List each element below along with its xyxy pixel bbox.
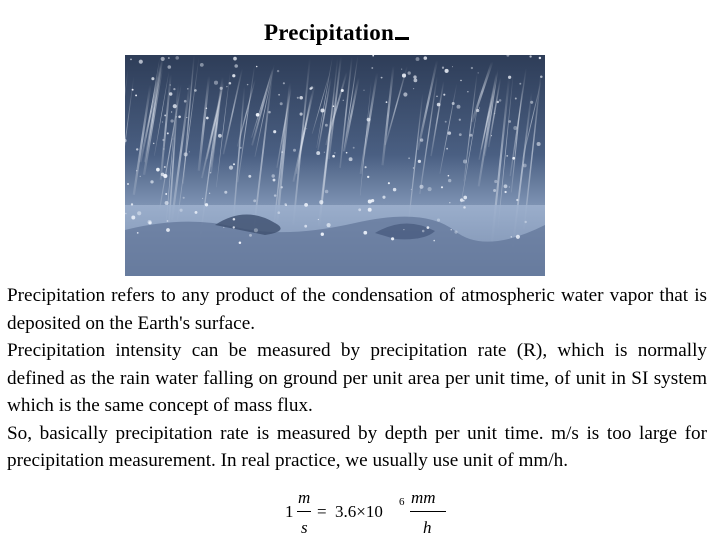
rain-drop [539, 57, 541, 59]
rain-drop [195, 211, 198, 214]
rain-drop [226, 86, 227, 87]
rain-drop [184, 152, 188, 156]
rain-drop [233, 226, 235, 228]
rain-drop [156, 168, 160, 172]
rain-drop [321, 233, 324, 236]
rain-drop [393, 188, 396, 191]
rain-drop [452, 66, 453, 67]
rain-drop [401, 69, 402, 70]
rain-drop [229, 166, 233, 170]
rain-drop [363, 231, 367, 235]
rain-drop [253, 199, 256, 202]
rain-drop [414, 79, 418, 83]
rain-drop [173, 104, 177, 108]
rain-drop [403, 92, 407, 96]
rain-drop [452, 102, 455, 105]
rain-drop [509, 186, 510, 187]
rain-drop [427, 226, 430, 229]
rain-drop [448, 131, 452, 135]
paragraph-definition: Precipitation refers to any product of the condensation of atmospheric water vapor that is deposited on the Earth's surface. [7, 285, 707, 334]
rain-drop [402, 74, 406, 78]
rain-drop [508, 120, 511, 123]
rain-drop [131, 203, 133, 205]
rain-photo [125, 55, 545, 276]
rain-drop [443, 94, 445, 96]
paragraph-units: So, basically precipitation rate is measured by depth per unit time. m/s is too large for precipitation measurement. In real practice, we usually use unit of mm/h. [7, 422, 707, 471]
rain-drop [256, 113, 260, 117]
rain-drop [463, 200, 465, 202]
rain-drop [137, 211, 141, 215]
rain-drop [161, 173, 165, 177]
rain-drop [325, 190, 329, 194]
rain-drop [413, 167, 414, 168]
rain-drop [249, 234, 252, 237]
rain-drop [467, 91, 468, 92]
rain-drop [441, 186, 443, 188]
rain-drop [448, 179, 451, 182]
rain-drop [420, 138, 423, 141]
rain-drop [519, 83, 521, 85]
rain-drop [299, 96, 303, 100]
rain-drop [388, 182, 390, 184]
rain-drop [220, 87, 223, 90]
rain-drop [178, 115, 181, 118]
rain-drop [277, 70, 279, 72]
rain-drop [413, 75, 416, 78]
rain-drop [170, 84, 171, 85]
rain-drop [168, 57, 170, 59]
rain-drop [381, 77, 383, 79]
rain-drop [162, 121, 163, 122]
rain-drop [445, 121, 447, 123]
rain-drop [210, 172, 211, 173]
rain-drop [463, 159, 467, 163]
rain-drop [165, 201, 169, 205]
rain-drop [499, 99, 502, 102]
rain-drop [325, 124, 328, 127]
rain-drop [512, 157, 515, 160]
rain-drop [139, 60, 143, 64]
rain-drop [368, 208, 372, 212]
rain-photo-image [125, 55, 545, 276]
rain-drop [460, 80, 461, 81]
rain-drop [274, 194, 276, 196]
rain-drop [283, 82, 285, 84]
rain-drop [214, 81, 218, 85]
rain-drop [506, 155, 508, 157]
rain-drop [209, 193, 210, 194]
rain-drop [164, 114, 166, 116]
rain-drop [353, 147, 355, 149]
formula-equals: = [317, 502, 327, 521]
rain-drop [358, 208, 361, 211]
rain-drop [418, 160, 421, 163]
rain-drop [254, 228, 258, 232]
rain-drop [371, 199, 374, 202]
rain-drop [304, 225, 307, 228]
rain-drop [278, 211, 281, 214]
rain-drop [367, 176, 369, 178]
rain-drop [169, 92, 172, 95]
rain-drop [327, 223, 331, 227]
rain-drop [248, 175, 251, 178]
rain-drop [239, 242, 242, 245]
rain-drop [448, 175, 450, 177]
slide-title [264, 20, 409, 46]
rain-drop [278, 94, 280, 96]
rain-drop [343, 100, 344, 101]
rain-drop [232, 74, 235, 77]
rain-drop [137, 232, 139, 234]
rain-drop [449, 202, 450, 203]
rain-drop [281, 151, 283, 153]
rain-drop [382, 196, 385, 199]
rain-drop [161, 57, 165, 61]
rain-drop [349, 157, 353, 161]
rain-drop [180, 209, 183, 212]
rain-drop [300, 113, 303, 116]
rain-drop [140, 176, 141, 177]
rain-drop [163, 148, 164, 149]
formula-denominator-h: h [423, 518, 432, 537]
rain-drop [284, 203, 286, 205]
rain-drop [170, 119, 173, 122]
rain-drop [233, 163, 235, 165]
rain-drop [513, 126, 517, 130]
body-text [7, 282, 707, 475]
rain-drop [515, 98, 517, 100]
rain-drop [304, 203, 308, 207]
rain-drop [153, 143, 155, 145]
rain-drop [463, 206, 466, 209]
rain-drop [419, 185, 423, 189]
rain-drop [293, 149, 296, 152]
rain-drop [273, 179, 276, 182]
rain-drop [504, 184, 508, 188]
rain-drop [130, 59, 132, 61]
rain-drop [316, 151, 320, 155]
rain-drop [306, 128, 307, 129]
rain-drop [497, 101, 499, 103]
rain-drop [165, 193, 167, 195]
rain-drop [469, 134, 472, 137]
rain-drop [135, 94, 137, 96]
rain-drop [131, 216, 135, 220]
rain-drop [164, 166, 166, 168]
rain-drop [173, 88, 175, 90]
rain-drop [428, 187, 432, 191]
rain-drop [166, 228, 170, 232]
rain-drop [187, 88, 189, 90]
rain-drop [334, 152, 335, 153]
rain-drop [224, 191, 227, 194]
rain-drop [537, 142, 541, 146]
formula-coefficient: 3.6×10 [335, 502, 383, 521]
rain-drop [200, 63, 204, 67]
rain-drop [202, 198, 203, 199]
rain-drop [416, 57, 420, 61]
rain-drop [511, 236, 512, 237]
rain-drop [175, 56, 179, 60]
rain-drop [540, 76, 543, 79]
rain-drop [171, 111, 172, 112]
rain-drop [341, 89, 344, 92]
rain-drop [132, 89, 134, 91]
rain-drop [281, 186, 283, 188]
rain-drop [403, 229, 404, 230]
rain-drop [318, 219, 319, 220]
rain-drop [125, 213, 127, 215]
rain-drop [445, 69, 449, 73]
rain-drop [459, 133, 462, 136]
rain-drop [206, 117, 209, 120]
rain-drop [346, 152, 348, 154]
formula-one: 1 [285, 502, 294, 521]
rain-drop [494, 180, 497, 183]
rain-drop [218, 134, 222, 138]
rain-drop [479, 107, 480, 108]
rain-drop [272, 174, 275, 177]
rain-drop [476, 109, 479, 112]
formula-denominator-s: s [301, 518, 308, 537]
rain-drop [437, 103, 441, 107]
rain-drop [386, 101, 388, 103]
rain-drop [411, 189, 412, 190]
rain-drop [309, 87, 312, 90]
rain-drop [516, 199, 518, 201]
rain-drop [320, 108, 324, 112]
rain-drop [273, 130, 276, 133]
rain-drop [363, 90, 364, 91]
rain-drop [319, 200, 323, 204]
rain-drop [424, 56, 428, 60]
rain-drop [477, 72, 478, 73]
rain-drop [194, 89, 197, 92]
rain-drop [324, 152, 325, 153]
rain-drop [525, 221, 527, 223]
formula-numerator-m: m [298, 488, 311, 507]
rain-drop [183, 197, 185, 199]
rain-drop [459, 119, 461, 121]
rain-drop [446, 148, 448, 150]
formula-numerator-mm: mm [411, 488, 436, 507]
rain-drop [184, 100, 187, 103]
rain-drop [530, 101, 533, 104]
slide-title-text: Precipitation [264, 20, 394, 45]
rain-drop [233, 57, 237, 61]
rain-drop [504, 191, 506, 193]
rain-drop [494, 113, 495, 114]
rain-drop [172, 138, 173, 139]
rain-drop [471, 67, 473, 69]
rain-drop [223, 227, 224, 228]
rain-drop [205, 203, 208, 206]
rain-drop [234, 64, 238, 68]
rain-drop [413, 88, 414, 89]
rain-drop [371, 67, 373, 69]
formula-exponent: 6 [399, 496, 405, 508]
rain-drop [523, 164, 527, 168]
rain-drop [229, 82, 232, 85]
rain-drop [268, 111, 271, 114]
rain-drop [491, 135, 492, 136]
rain-drop [148, 220, 152, 224]
rain-drop [256, 66, 258, 68]
rain-drop [176, 116, 177, 117]
rain-drop [408, 71, 411, 74]
rain-drop [162, 139, 164, 141]
rain-drop [408, 157, 410, 159]
formula-fraction-bar-2 [410, 511, 446, 512]
rain-drop [167, 132, 169, 134]
rain-drop [247, 84, 248, 85]
rain-drop [508, 76, 511, 79]
rain-drop [365, 166, 367, 168]
rain-drop [240, 147, 242, 149]
rain-drop [442, 67, 444, 69]
rain-drop [422, 230, 425, 233]
rain-drop [529, 55, 531, 57]
rain-drop [433, 240, 435, 242]
rain-drop [136, 170, 137, 171]
rain-drop [127, 183, 129, 185]
rain-drop [436, 96, 437, 97]
rain-drop [367, 118, 371, 122]
rain-drop [457, 105, 461, 109]
rain-drop [391, 237, 394, 240]
rain-drop [206, 107, 208, 109]
rain-drop [189, 151, 190, 152]
rain-drop [437, 219, 440, 222]
rain-drop [167, 65, 171, 69]
rain-drop [332, 155, 335, 158]
rain-drop [136, 148, 138, 150]
rain-drop [333, 105, 335, 107]
rain-drop [460, 198, 464, 202]
rain-drop [186, 117, 187, 118]
rain-drop [297, 97, 299, 99]
rain-drop [493, 189, 496, 192]
rain-drop [150, 180, 153, 183]
rain-drop [451, 229, 452, 230]
rain-drop [280, 102, 283, 105]
title-underscore-mark [395, 37, 409, 40]
rain-drop [516, 235, 520, 239]
rain-drop [463, 196, 467, 200]
unit-conversion-formula [283, 488, 453, 538]
rain-drop [233, 218, 236, 221]
rain-drop [454, 231, 457, 234]
paragraph-intensity: Precipitation intensity can be measured by precipitation rate (R), which is normally defined as the rain water falling on ground per unit area per unit time, of unit in SI system which is the same concept of mass flux. [7, 340, 707, 416]
formula-fraction-bar-1 [297, 511, 311, 512]
rain-drop [167, 220, 169, 222]
rain-drop [151, 77, 154, 80]
